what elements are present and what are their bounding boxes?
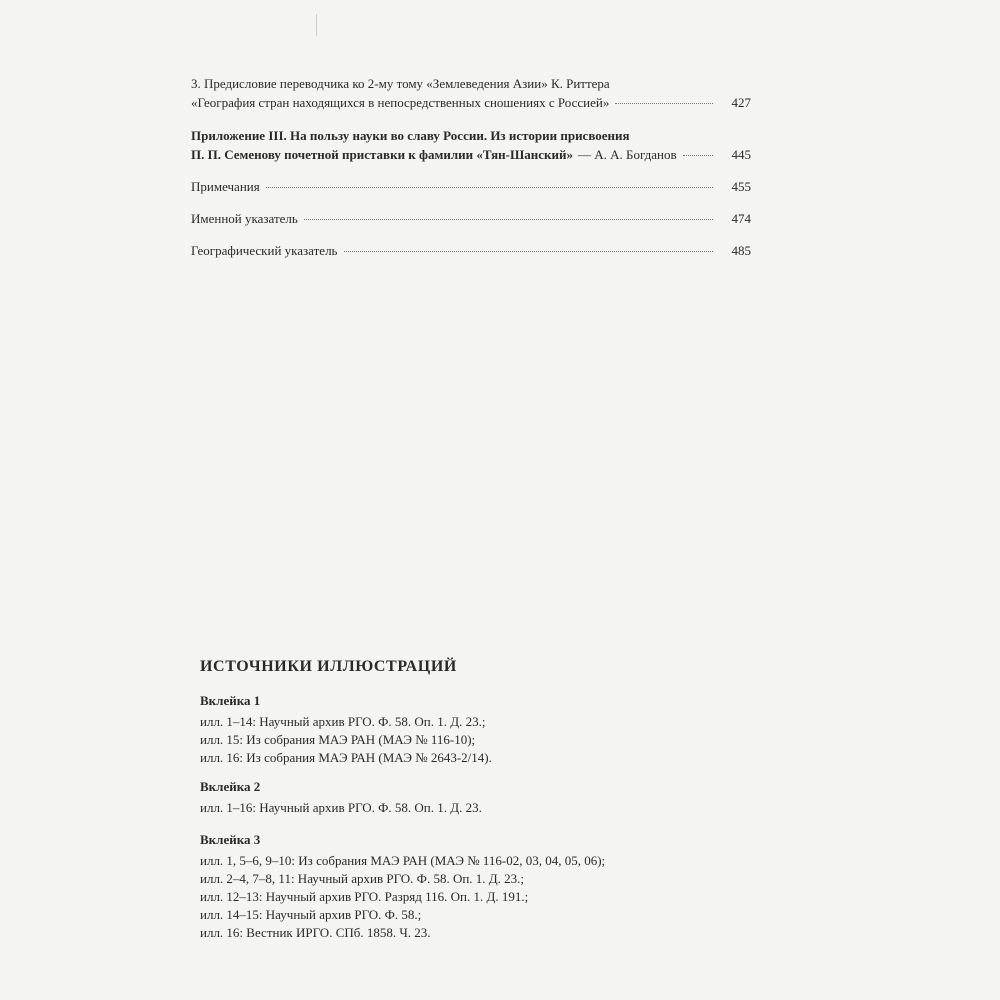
toc-entry-text: П. П. Семенову почетной приставки к фамилии «Тян-Шанский»	[191, 147, 573, 162]
toc-leader-dots	[344, 251, 714, 252]
source-line: илл. 1–14: Научный архив РГО. Ф. 58. Оп. 1. Д. 23.;	[200, 714, 486, 729]
insert-block-3	[200, 831, 605, 942]
insert-block-2	[200, 778, 482, 817]
insert-heading: Вклейка 1	[200, 693, 261, 708]
toc-entry-appendix-3	[191, 126, 751, 164]
page-edge-mark	[316, 14, 317, 36]
toc-leader-dots	[683, 155, 713, 156]
toc-entry-geo-index	[191, 241, 751, 260]
illustration-sources-title: ИСТОЧНИКИ ИЛЛЮСТРАЦИЙ	[200, 658, 457, 675]
toc-entry-text: Географический указатель	[191, 243, 338, 258]
toc-page-number: 455	[731, 179, 751, 194]
source-line: илл. 14–15: Научный архив РГО. Ф. 58.;	[200, 907, 422, 922]
source-line: илл. 16: Из собрания МАЭ РАН (МАЭ № 2643-2/14).	[200, 750, 492, 765]
toc-leader-dots	[615, 103, 713, 104]
source-line: илл. 1, 5–6, 9–10: Из собрания МАЭ РАН (МАЭ № 116-02, 03, 04, 05, 06);	[200, 853, 606, 868]
source-line: илл. 15: Из собрания МАЭ РАН (МАЭ № 116-10);	[200, 732, 476, 747]
toc-page-number: 445	[731, 147, 751, 162]
toc-entry-text: «География стран находящихся в непосредственных сношениях с Россией»	[191, 95, 610, 110]
insert-block-1	[200, 692, 492, 767]
insert-heading: Вклейка 3	[200, 832, 261, 847]
toc-page-number: 427	[731, 95, 751, 110]
insert-heading: Вклейка 2	[200, 779, 261, 794]
toc-entry-text: Именной указатель	[191, 211, 298, 226]
toc-entry-author: — А. А. Богданов	[577, 147, 677, 162]
toc-entry-text: Примечания	[191, 179, 260, 194]
source-line: илл. 2–4, 7–8, 11: Научный архив РГО. Ф. 58. Оп. 1. Д. 23.;	[200, 871, 525, 886]
toc-page-number: 474	[731, 211, 751, 226]
source-line: илл. 16: Вестник ИРГО. СПб. 1858. Ч. 23.	[200, 925, 431, 940]
source-line: илл. 1–16: Научный архив РГО. Ф. 58. Оп. 1. Д. 23.	[200, 800, 482, 815]
toc-entry-name-index	[191, 209, 751, 228]
source-line: илл. 12–13: Научный архив РГО. Разряд 116. Оп. 1. Д. 191.;	[200, 889, 529, 904]
toc-entry-ritter-preface	[191, 74, 751, 112]
toc-entry-notes	[191, 177, 751, 196]
toc-page-number: 485	[731, 243, 751, 258]
toc-leader-dots	[304, 219, 713, 220]
toc-leader-dots	[266, 187, 713, 188]
toc-entry-text: Приложение III. На пользу науки во славу России. Из истории присвоения	[191, 128, 630, 143]
toc-entry-text: 3. Предисловие переводчика ко 2-му тому «Землеведения Азии» К. Риттера	[191, 76, 610, 91]
